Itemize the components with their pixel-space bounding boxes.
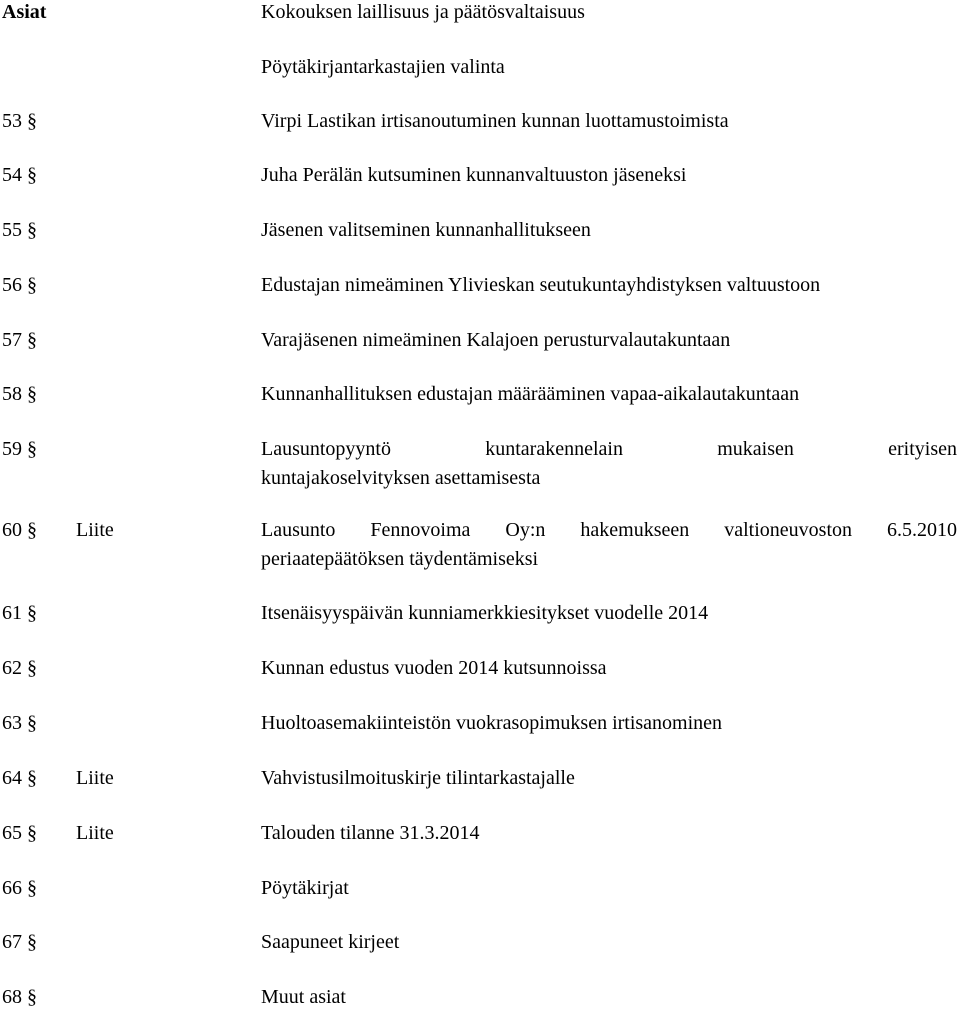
agenda-item-title-line: Muut asiat [261, 986, 346, 1008]
agenda-item-title [261, 876, 957, 905]
agenda-item-title-word: mukaisen [717, 438, 794, 460]
agenda-item-title [261, 163, 957, 192]
agenda-item-title [261, 273, 957, 302]
agenda-item-title-line: Pöytäkirjat [261, 877, 349, 899]
agenda-item-title [261, 382, 957, 411]
agenda-item-title-line [261, 437, 957, 466]
agenda-item-title-word: erityisen [888, 438, 957, 460]
agenda-item-title [261, 0, 957, 29]
agenda-item-number: 54 § [2, 164, 37, 186]
agenda-item-title-word: valtioneuvoston [724, 519, 852, 541]
agenda-item-number: 62 § [2, 657, 37, 679]
agenda-item-title [261, 766, 957, 795]
agenda-item-number: 65 § [2, 822, 37, 844]
agenda-item-attachment: Liite [76, 767, 114, 789]
agenda-item-number: 68 § [2, 986, 37, 1008]
agenda-item-title-word: Lausunto [261, 519, 336, 541]
agenda-item-title-line: Edustajan nimeäminen Ylivieskan seutukuntayhdistyksen valtuustoon [261, 274, 821, 296]
agenda-item-number: 63 § [2, 712, 37, 734]
agenda-item-title-word: 6.5.2010 [886, 519, 957, 541]
agenda-item-title [261, 601, 957, 630]
agenda-item-number: 53 § [2, 110, 37, 132]
agenda-item-number: 67 § [2, 931, 37, 953]
agenda-item-title-word: kuntarakennelain [485, 438, 623, 460]
agenda-item-title-line: Itsenäisyyspäivän kunniamerkkiesitykset vuodelle 2014 [261, 602, 709, 624]
agenda-item-number: 60 § [2, 519, 37, 541]
agenda-item-number: 57 § [2, 329, 37, 351]
agenda-item-title-word: Fennovoima [370, 519, 471, 541]
agenda-item-title-line: Virpi Lastikan irtisanoutuminen kunnan luottamustoimista [261, 110, 729, 132]
agenda-item-title [261, 821, 957, 850]
agenda-item-title-line: kuntajakoselvityksen asettamisesta [261, 467, 541, 489]
agenda-item-title-word: hakemukseen [580, 519, 690, 541]
agenda-item-title [261, 711, 957, 740]
agenda-item-number: 55 § [2, 219, 37, 241]
agenda-item-title [261, 109, 957, 138]
agenda-item-title-word: Lausuntopyyntö [261, 438, 391, 460]
agenda-item-title-line [261, 518, 957, 547]
agenda-item-title-line: Pöytäkirjantarkastajien valinta [261, 56, 505, 78]
agenda-item-number: 61 § [2, 602, 37, 624]
agenda-item-number: 58 § [2, 383, 37, 405]
agenda-item-title-word: Oy:n [505, 519, 546, 541]
agenda-item-title [261, 328, 957, 357]
agenda-item-attachment: Liite [76, 519, 114, 541]
agenda-heading: Asiat [2, 1, 47, 23]
agenda-item-title-line: periaatepäätöksen täydentämiseksi [261, 548, 539, 570]
agenda-item-title-line: Varajäsenen nimeäminen Kalajoen perusturvalautakuntaan [261, 329, 731, 351]
agenda-item-title [261, 518, 957, 576]
agenda-item-number: 64 § [2, 767, 37, 789]
agenda-item-number: 59 § [2, 438, 37, 460]
agenda-item-title [261, 930, 957, 959]
agenda-item-attachment: Liite [76, 822, 114, 844]
agenda-item-title-line: Talouden tilanne 31.3.2014 [261, 822, 480, 844]
agenda-item-title-line: Kunnan edustus vuoden 2014 kutsunnoissa [261, 657, 607, 679]
agenda-item-title-line: Kokouksen laillisuus ja päätösvaltaisuus [261, 1, 585, 23]
agenda-item-title [261, 218, 957, 247]
agenda-item-number: 56 § [2, 274, 37, 296]
agenda-item-title-line: Jäsenen valitseminen kunnanhallitukseen [261, 219, 591, 241]
agenda-item-title [261, 55, 957, 84]
agenda-item-title-line: Kunnanhallituksen edustajan määrääminen vapaa-aikalautakuntaan [261, 383, 800, 405]
agenda-item-number: 66 § [2, 877, 37, 899]
agenda-item-title [261, 656, 957, 685]
agenda-item-title [261, 437, 957, 495]
agenda-item-title-line: Juha Perälän kutsuminen kunnanvaltuuston jäseneksi [261, 164, 687, 186]
agenda-item-title-line: Huoltoasemakiinteistön vuokrasopimuksen irtisanominen [261, 712, 723, 734]
agenda-item-title-line: Vahvistusilmoituskirje tilintarkastajalle [261, 767, 575, 789]
agenda-item-title-line: Saapuneet kirjeet [261, 931, 400, 953]
